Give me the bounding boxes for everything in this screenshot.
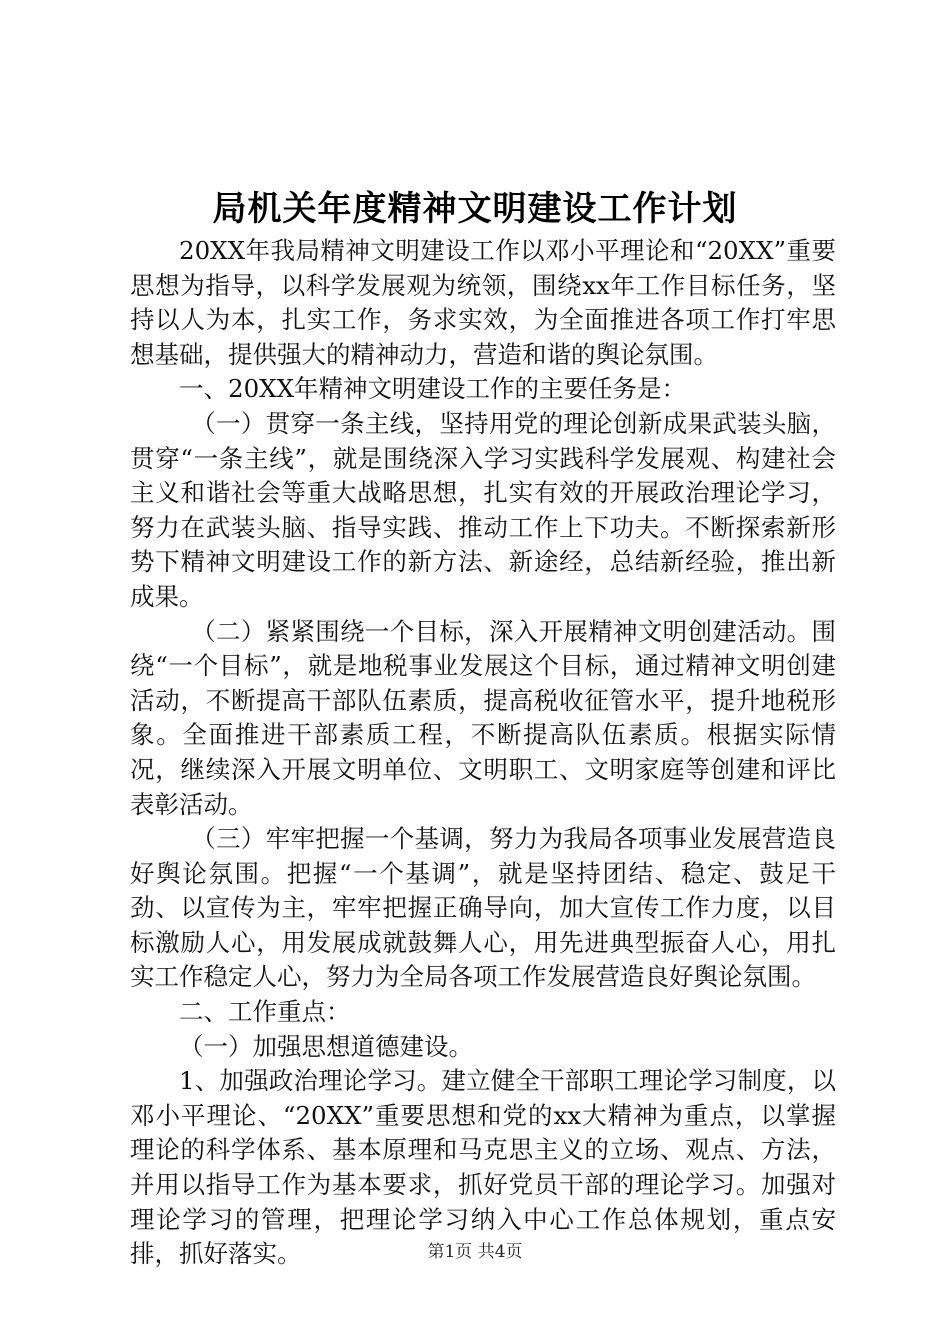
section-heading-key-work: 二、工作重点： bbox=[179, 997, 351, 1027]
task-paragraph-1: （一）贯穿一条主线，坚持用党的理论创新成果武装头脑，贯穿“一条主线”，就是围绕深入学习实践科学发展观、构建社会主义和谐社会等重大战略思想，扎实有效的开展政治理论学习，努力在武装头脑、指导实践、推动工作上下功夫。不断探索新形势下精神文明建设工作的新方法、新途经，总结新经验，推出新成果。 bbox=[130, 408, 836, 611]
document-title: 局机关年度精神文明建设工作计划 bbox=[212, 189, 738, 229]
document-body bbox=[130, 234, 836, 1272]
item-paragraph-1: 1、加强政治理论学习。建立健全干部职工理论学习制度，以邓小平理论、“20XX”重要思想和党的xx大精神为重点，以掌握理论的科学体系、基本原理和马克思主义的立场、观点、方法，并用以指导工作为基本要求，抓好党员干部的理论学习。加强对理论学习的管理，把理论学习纳入中心工作总体规划，重点安排，抓好落实。 bbox=[130, 1066, 836, 1269]
section-heading-main-tasks: 一、20XX年精神文明建设工作的主要任务是： bbox=[179, 374, 687, 404]
task-paragraph-2: （二）紧紧围绕一个目标，深入开展精神文明创建活动。围绕“一个目标”，就是地税事业发展这个目标，通过精神文明创建活动，不断提高干部队伍素质，提高税收征管水平，提升地税形象。全面推进干部素质工程，不断提高队伍素质。根据实际情况，继续深入开展文明单位、文明职工、文明家庭等创建和评比表彰活动。 bbox=[130, 616, 836, 819]
intro-paragraph: 20XX年我局精神文明建设工作以邓小平理论和“20XX”重要思想为指导，以科学发展观为统领，围绕xx年工作目标任务，坚持以人为本，扎实工作，务求实效，为全面推进各项工作打牢思想基础，提供强大的精神动力，营造和谐的舆论氛围。 bbox=[130, 236, 836, 369]
subsection-heading-moral: （一）加强思想道德建设。 bbox=[179, 1031, 473, 1061]
task-paragraph-3: （三）牢牢把握一个基调，努力为我局各项事业发展营造良好舆论氛围。把握“一个基调”，就是坚持团结、稳定、鼓足干劲、以宣传为主，牢牢把握正确导向，加大宣传工作力度，以目标激励人心，用发展成就鼓舞人心，用先进典型振奋人心，用扎实工作稳定人心，努力为全局各项工作发展营造良好舆论氛围。 bbox=[130, 824, 836, 992]
page-number-footer: 第1页 共4页 bbox=[427, 1242, 523, 1262]
